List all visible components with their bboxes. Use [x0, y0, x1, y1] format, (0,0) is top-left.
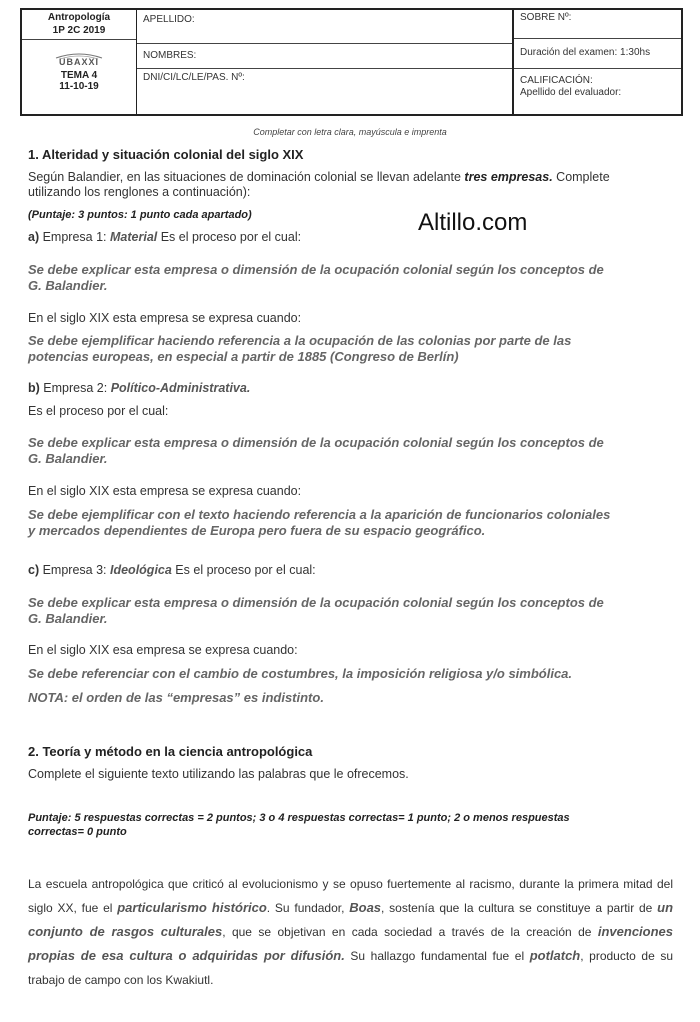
empresa-3-answer1: Se debe explicar esta empresa o dimensión de la ocupación colonial según los conceptos de [28, 595, 604, 610]
intro-text: Según Balandier, en las situaciones de dominación colonial se llevan adelante [28, 170, 465, 184]
empresa-3-prefix: c) [28, 563, 40, 577]
empresa-2-text: Es el proceso por el cual: [28, 404, 169, 418]
section1-score: (Puntaje: 3 puntos: 1 punto cada apartado) [28, 209, 252, 221]
section2-score: Puntaje: 5 respuestas correctas = 2 puntos; 3 o 4 respuestas correctas= 1 punto; 2 o menos respuestas [28, 812, 570, 824]
answer-potlatch: potlatch [529, 948, 581, 963]
duracion-label: Duración del examen: 1:30hs [520, 47, 651, 58]
exam-tema: TEMA 4 [60, 70, 98, 81]
duracion [514, 39, 681, 69]
course-period: 1P 2C 2019 [52, 25, 106, 36]
apellido-field[interactable] [137, 10, 512, 44]
dni-label: DNI/CI/LC/LE/PAS. Nº: [143, 72, 245, 83]
answer-boas: Boas [349, 900, 382, 915]
nota: NOTA: el orden de las “empresas” es indistinto. [28, 690, 324, 705]
empresa-3 [28, 563, 678, 578]
empresa-2-answer1: Se debe explicar esta empresa o dimensión de la ocupación colonial según los conceptos de [28, 435, 604, 450]
empresa-1-name: Material [110, 230, 158, 244]
student-fields [137, 10, 514, 114]
intro-text-end: Complete [552, 170, 610, 184]
para-text-4: , que se objetivan en cada sociedad a través de la creación de [222, 925, 598, 939]
section2-paragraph [28, 872, 673, 992]
instruction-note: Completar con letra clara, mayúscula e imprenta [253, 127, 447, 137]
para-text-2: . Su fundador, [266, 901, 350, 915]
nombres-field[interactable] [137, 44, 512, 69]
empresa-1-answer1: Se debe explicar esta empresa o dimensión de la ocupación colonial según los conceptos de [28, 262, 604, 277]
empresa-3-name: Ideológica [110, 563, 172, 577]
section2-score-line2: correctas= 0 punto [28, 826, 127, 838]
empresa-2-siglo: En el siglo XIX esta empresa se expresa cuando: [28, 484, 302, 498]
empresa-3-siglo: En el siglo XIX esa empresa se expresa cuando: [28, 643, 298, 657]
empresa-2-answer2b: y mercados dependientes de Europa pero fuera de su espacio geográfico. [28, 523, 486, 538]
calificacion-field[interactable] [514, 69, 681, 114]
empresa-2-answer1b: G. Balandier. [28, 451, 108, 466]
sobre-field[interactable] [514, 10, 681, 39]
empresa-1-answer1b: G. Balandier. [28, 278, 108, 293]
answer-particularismo: particularismo histórico [117, 900, 267, 915]
para-text-6: , producto de su trabajo de campo con los Kwakiutl. [28, 949, 674, 987]
watermark: Altillo.com [418, 209, 528, 236]
empresa-3-text: Es el proceso por el cual: [171, 563, 316, 577]
section1-title: 1. Alteridad y situación colonial del siglo XIX [28, 147, 304, 162]
empresa-2-label: Empresa 2: [39, 381, 111, 395]
section1-intro-line2: utilizando los renglones a continuación): [28, 185, 251, 199]
empresa-1-answer2b: potencias europeas, en especial a partir de 1885 (Congreso de Berlín) [28, 349, 459, 364]
nombres-label: NOMBRES: [143, 50, 197, 61]
empresa-3-label: Empresa 3: [39, 563, 110, 577]
empresa-1-label: Empresa 1: [39, 230, 110, 244]
course-name: Antropología [47, 12, 111, 23]
evaluador-label: Apellido del evaluador: [520, 87, 622, 98]
empresa-1-answer2: Se debe ejemplificar haciendo referencia a la ocupación de las colonias por parte de las [28, 333, 572, 348]
section1-intro [28, 170, 678, 185]
apellido-label: APELLIDO: [143, 14, 195, 25]
course-divider [22, 39, 136, 40]
sobre-label: SOBRE Nº: [520, 12, 572, 23]
section2-intro: Complete el siguiente texto utilizando las palabras que le ofrecemos. [28, 767, 409, 781]
para-text-3: , sostenía que la cultura se constituye a partir de [381, 901, 658, 915]
empresa-3-answer2: Se debe referenciar con el cambio de costumbres, la imposición religiosa y/o simbólica. [28, 666, 573, 681]
dni-field[interactable] [137, 69, 512, 114]
section2-title: 2. Teoría y método en la ciencia antropológica [28, 744, 313, 759]
answer-invenciones: invenciones propias de esa cultura o adquiridas por difusión. [28, 924, 673, 963]
course-info [22, 10, 137, 114]
empresa-2-answer2: Se debe ejemplificar con el texto haciendo referencia a la aparición de funcionarios coloniales [28, 507, 611, 522]
empresa-2-name: Político-Administrativa. [110, 381, 251, 395]
empresa-2-prefix: b) [28, 381, 40, 395]
exam-header [20, 8, 683, 116]
empresa-1-siglo: En el siglo XIX esta empresa se expresa cuando: [28, 311, 302, 325]
calificacion-label: CALIFICACIÓN: [520, 75, 593, 86]
answer-rasgos: un conjunto de rasgos culturales [28, 900, 674, 939]
exam-date: 11-10-19 [59, 81, 99, 92]
empresa-1-text: Es el proceso por el cual: [157, 230, 302, 244]
empresa-1-prefix: a) [28, 230, 40, 244]
ubaxxi-logo [50, 52, 108, 70]
intro-emphasis: tres empresas. [464, 170, 553, 184]
logo-text: UBAXXI [58, 57, 99, 67]
empresa-3-answer1b: G. Balandier. [28, 611, 108, 626]
exam-meta [514, 10, 681, 114]
para-text-5: Su hallazgo fundamental fue el [344, 949, 530, 963]
empresa-1 [28, 230, 678, 245]
para-text-1: La escuela antropológica que criticó al evolucionismo y se opuso fuertemente al racismo, durante la primera mitad del siglo XX, fue el [28, 877, 673, 915]
empresa-2 [28, 381, 678, 396]
